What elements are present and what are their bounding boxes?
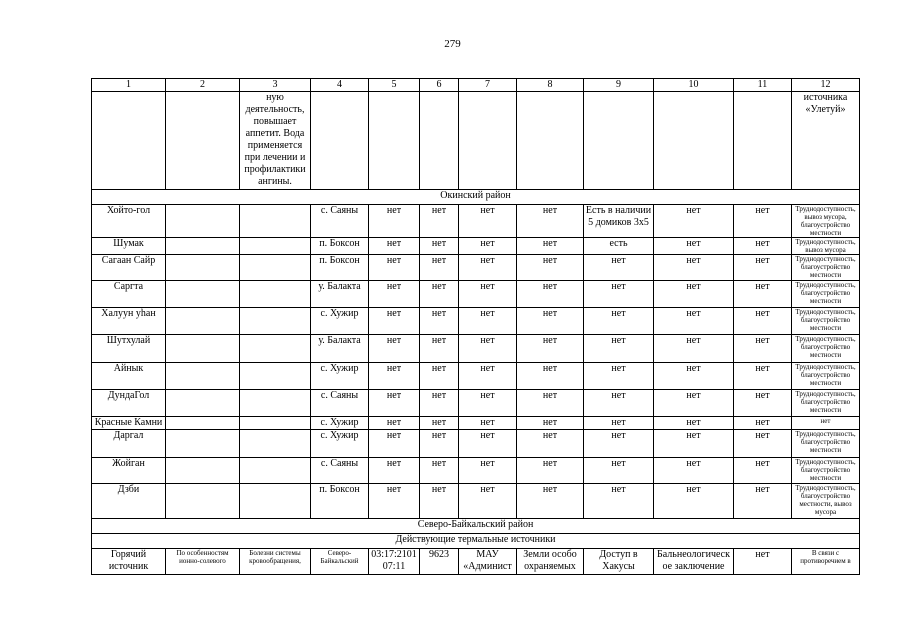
table-cell: нет <box>369 417 420 430</box>
table-cell: нет <box>369 458 420 484</box>
table-row <box>92 458 860 484</box>
table-cell: нет <box>420 335 459 363</box>
table-cell: нет <box>517 205 584 238</box>
table-cell: нет <box>734 484 792 519</box>
table-cell: 03:17:2101 07:11 <box>369 549 420 575</box>
table-row <box>92 281 860 308</box>
table-cell: нет <box>517 238 584 255</box>
table-cell: нет <box>420 458 459 484</box>
table-cell: нет <box>584 430 654 458</box>
table-cell: Труднодоступность, вывоз мусора, благоустройство местности <box>792 205 860 238</box>
table-cell: нет <box>584 390 654 417</box>
table-row <box>92 238 860 255</box>
table-cell: Земли особо охраняемых <box>517 549 584 575</box>
table-cell: нет <box>517 390 584 417</box>
table-cell: Халуун уһан <box>92 308 166 335</box>
table-cell: нет <box>517 417 584 430</box>
table-cell <box>166 308 240 335</box>
table-cell: нет <box>517 281 584 308</box>
table-cell <box>166 417 240 430</box>
table-cell: нет <box>517 484 584 519</box>
table-cell <box>240 238 311 255</box>
table-cell: нет <box>734 335 792 363</box>
header-cell: 11 <box>734 79 792 92</box>
table-cell <box>311 92 369 190</box>
table-cell: нет <box>369 205 420 238</box>
page-number: 279 <box>444 38 461 50</box>
table-cell: нет <box>734 308 792 335</box>
table-cell: 9623 <box>420 549 459 575</box>
table-cell: Труднодоступность, благоустройство местности <box>792 390 860 417</box>
table-cell: нет <box>584 308 654 335</box>
table-row <box>92 255 860 281</box>
table-cell: Труднодоступность, благоустройство местности <box>792 458 860 484</box>
table-cell: нет <box>654 238 734 255</box>
table-cell: нет <box>654 335 734 363</box>
table-cell: МАУ «Админист <box>459 549 517 575</box>
table-cell <box>240 430 311 458</box>
table-cell <box>166 335 240 363</box>
table-cell <box>459 92 517 190</box>
table-row <box>92 205 860 238</box>
table-cell: нет <box>459 390 517 417</box>
header-cell: 3 <box>240 79 311 92</box>
table-cell <box>240 335 311 363</box>
table-cell: Труднодоступность, благоустройство местности <box>792 308 860 335</box>
table-cell: нет <box>420 484 459 519</box>
table-cell <box>584 92 654 190</box>
header-cell: 8 <box>517 79 584 92</box>
table-row <box>92 430 860 458</box>
table-cell <box>240 484 311 519</box>
table-cell: нет <box>517 458 584 484</box>
table-cell <box>240 205 311 238</box>
table-cell: Есть в наличии 5 домиков 3х5 <box>584 205 654 238</box>
table-cell: нет <box>369 430 420 458</box>
table-cell: нет <box>517 308 584 335</box>
header-cell: 6 <box>420 79 459 92</box>
table-cell: нет <box>369 363 420 390</box>
table-cell <box>517 92 584 190</box>
table-cell: нет <box>459 205 517 238</box>
table-cell: с. Саяны <box>311 205 369 238</box>
table-cell: нет <box>734 255 792 281</box>
table-row <box>92 549 860 575</box>
table-cell: Труднодоступность, благоустройство местности <box>792 363 860 390</box>
header-cell: 10 <box>654 79 734 92</box>
table-cell: нет <box>459 458 517 484</box>
table-cell: нет <box>420 205 459 238</box>
table-cell <box>166 281 240 308</box>
table-cell: нет <box>654 430 734 458</box>
table-row <box>92 390 860 417</box>
table-cell: Сагаан Сайр <box>92 255 166 281</box>
table-cell: нет <box>584 255 654 281</box>
table-cell: с. Саяны <box>311 390 369 417</box>
table-cell: нет <box>369 238 420 255</box>
table-cell: Труднодоступность, благоустройство местности <box>792 335 860 363</box>
table-cell: В связи с противоречием в <box>792 549 860 575</box>
table-row <box>92 484 860 519</box>
table-cell: нет <box>459 308 517 335</box>
table-cell: Шутхулай <box>92 335 166 363</box>
table-cell <box>166 238 240 255</box>
table-cell: нет <box>517 335 584 363</box>
table-cell: с. Хужир <box>311 430 369 458</box>
table-cell <box>240 390 311 417</box>
table-cell: нет <box>654 308 734 335</box>
table-cell: нет <box>654 390 734 417</box>
table-cell: Даргал <box>92 430 166 458</box>
table-cell: нет <box>420 363 459 390</box>
table-cell: нет <box>584 458 654 484</box>
table-row <box>92 417 860 430</box>
table-cell: нет <box>459 255 517 281</box>
table-cell <box>166 205 240 238</box>
table-cell: у. Балакта <box>311 281 369 308</box>
table-cell: нет <box>369 281 420 308</box>
table-cell: нет <box>584 335 654 363</box>
table-cell: с. Саяны <box>311 458 369 484</box>
table-cell: нет <box>654 281 734 308</box>
table-cell: Бальнеологическое заключение <box>654 549 734 575</box>
section-row-oka <box>92 190 860 205</box>
table-cell <box>166 92 240 190</box>
table-cell: Болезни системы кровообращения, <box>240 549 311 575</box>
table-cell: нет <box>459 335 517 363</box>
header-cell: 1 <box>92 79 166 92</box>
table-cell: нет <box>654 417 734 430</box>
table-cell: нет <box>654 205 734 238</box>
table-cell: нет <box>734 205 792 238</box>
subsection-title: Действующие термальные источники <box>92 534 860 549</box>
table-cell <box>654 92 734 190</box>
continuation-row <box>92 92 860 190</box>
table-cell: нет <box>420 417 459 430</box>
table-cell: с. Хужир <box>311 417 369 430</box>
table-cell: с. Хужир <box>311 308 369 335</box>
table-cell: нет <box>369 308 420 335</box>
section-title: Окинский район <box>92 190 860 205</box>
table-cell: нет <box>734 238 792 255</box>
header-cell: 7 <box>459 79 517 92</box>
table-cell: Северо-Байкальский <box>311 549 369 575</box>
table-cell: нет <box>654 255 734 281</box>
table-cell <box>420 92 459 190</box>
header-cell: 9 <box>584 79 654 92</box>
table-cell: нет <box>420 281 459 308</box>
table-cell <box>240 417 311 430</box>
table-cell: нет <box>459 430 517 458</box>
table-cell: Доступ в Хакусы <box>584 549 654 575</box>
header-cell: 5 <box>369 79 420 92</box>
table-cell: п. Боксон <box>311 484 369 519</box>
table-cell <box>240 308 311 335</box>
table-cell: нет <box>517 363 584 390</box>
table-cell <box>166 458 240 484</box>
table-cell: есть <box>584 238 654 255</box>
section-row-severobaikal <box>92 519 860 534</box>
table-cell: Айнык <box>92 363 166 390</box>
table-cell: нет <box>584 363 654 390</box>
table-cell <box>240 363 311 390</box>
table-cell: нет <box>420 308 459 335</box>
table-cell: нет <box>420 255 459 281</box>
table-cell: Труднодоступность, благоустройство местности, вывоз мусора <box>792 484 860 519</box>
table-cell: нет <box>734 549 792 575</box>
table-cell <box>166 484 240 519</box>
table-cell: нет <box>459 363 517 390</box>
table-cell: Хойто-гол <box>92 205 166 238</box>
table-cell: нет <box>654 458 734 484</box>
table-cell: с. Хужир <box>311 363 369 390</box>
table-cell: нет <box>584 484 654 519</box>
table-cell: нет <box>517 255 584 281</box>
table-cell: нет <box>420 430 459 458</box>
table-cell: Шумак <box>92 238 166 255</box>
header-cell: 12 <box>792 79 860 92</box>
table-cell: нет <box>734 363 792 390</box>
table-cell <box>166 363 240 390</box>
table-cell: нет <box>369 484 420 519</box>
table-cell <box>240 255 311 281</box>
table-cell: Дзби <box>92 484 166 519</box>
subsection-row-thermal <box>92 534 860 549</box>
table-row <box>92 335 860 363</box>
table-cell: Труднодоступность, благоустройство местности <box>792 255 860 281</box>
table-row <box>92 363 860 390</box>
table-cell: нет <box>584 417 654 430</box>
table-cell: источника «Улетуй» <box>792 92 860 190</box>
table-cell: нет <box>584 281 654 308</box>
table-cell: нет <box>369 390 420 417</box>
table-cell: п. Боксон <box>311 255 369 281</box>
table-cell: нет <box>517 430 584 458</box>
table-cell: нет <box>459 484 517 519</box>
table-cell: нет <box>734 458 792 484</box>
table-cell: Труднодоступность, благоустройство местности <box>792 430 860 458</box>
table-cell: нет <box>654 484 734 519</box>
table-cell: По особенностям ионно-солевого <box>166 549 240 575</box>
table-row <box>92 308 860 335</box>
table-cell: нет <box>459 417 517 430</box>
table-cell: Труднодоступность, вывоз мусора <box>792 238 860 255</box>
table-cell <box>92 92 166 190</box>
table-cell: Труднодоступность, благоустройство местности <box>792 281 860 308</box>
table-cell: Жойган <box>92 458 166 484</box>
table-cell: Красные Камни <box>92 417 166 430</box>
table-cell: п. Боксон <box>311 238 369 255</box>
header-cell: 4 <box>311 79 369 92</box>
table-cell <box>369 92 420 190</box>
table-cell: нет <box>420 390 459 417</box>
table-cell: нет <box>734 430 792 458</box>
table-cell: нет <box>654 363 734 390</box>
table-cell: Саргта <box>92 281 166 308</box>
header-cell: 2 <box>166 79 240 92</box>
table-cell: Горячий источник <box>92 549 166 575</box>
table-cell: нет <box>459 281 517 308</box>
table-cell <box>240 281 311 308</box>
table-cell: нет <box>734 281 792 308</box>
table-cell: ДундаГол <box>92 390 166 417</box>
table-cell: ную деятельность, повышает аппетит. Вода применяется при лечении и профилактики ангины. <box>240 92 311 190</box>
table-cell <box>166 430 240 458</box>
section-title: Северо-Байкальский район <box>92 519 860 534</box>
springs-table <box>91 78 860 575</box>
table-cell <box>734 92 792 190</box>
table-cell: нет <box>420 238 459 255</box>
table-cell <box>240 458 311 484</box>
table-cell: нет <box>734 390 792 417</box>
table-cell: у. Балакта <box>311 335 369 363</box>
table-cell: нет <box>734 417 792 430</box>
table-cell: нет <box>369 335 420 363</box>
table-cell: нет <box>792 417 860 430</box>
table-cell: нет <box>369 255 420 281</box>
header-row <box>92 79 860 92</box>
table-cell <box>166 255 240 281</box>
table-cell <box>166 390 240 417</box>
table-cell: нет <box>459 238 517 255</box>
